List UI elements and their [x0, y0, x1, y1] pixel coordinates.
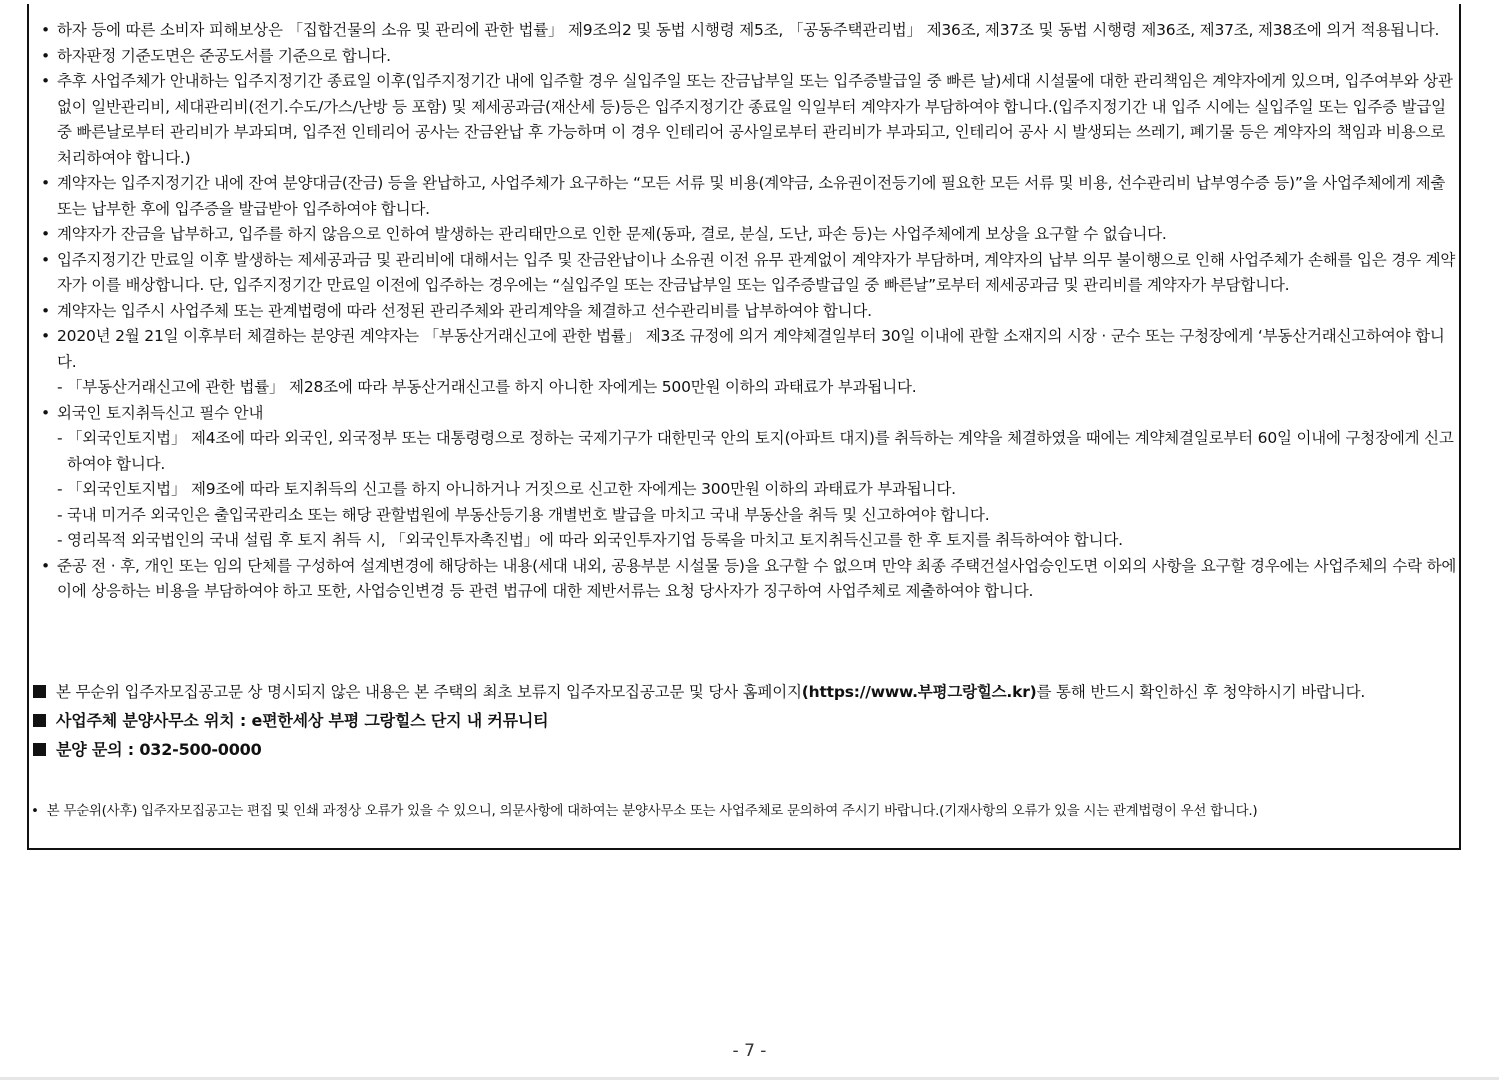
notice-office-location: 사업주체 분양사무소 위치 : e편한세상 부평 그랑힐스 단지 내 커뮤니티 [33, 709, 1457, 733]
bullet-balance-payment: • 계약자는 입주지정기간 내에 잔여 분양대금(잔금) 등을 완납하고, 사업주체가 요구하는 “모든 서류 및 비용(계약금, 소유권이전등기에 필요한 모든 서류 및 비용, 선수관리비 납부영수증 등)”을 사업주체에게 제출 또는 납부한 후에 입주증을 발급받아 입주하여야 합니다. [37, 171, 1461, 222]
homepage-link[interactable]: (https://www.부평그랑힐스.kr) [801, 683, 1037, 701]
bullet-defect-drawings: • 하자판정 기준도면은 준공도서를 기준으로 합니다. [37, 44, 1461, 70]
notice-inquiry: 분양 문의 : 032-500-0000 [33, 738, 1457, 762]
bullet-taxes-fees: • 입주지정기간 만료일 이후 발생하는 제세공과금 및 관리비에 대해서는 입주 및 잔금완납이나 소유권 이전 유무 관계없이 계약자가 부담하며, 계약자의 납부 의무 불이행으로 인해 사업주체가 손해를 입은 경우 계약자가 이를 배상합니다. 단, 입주지정기간 만료일 이전에 입주하는 경우에는 “실입주일 또는 잔금납부일 또는 입주증발급일 중 빠른날”로부터 제세공과금 및 관리비를 계약자가 부담합니다. [37, 248, 1461, 299]
page-number: - 7 - [732, 1041, 767, 1061]
square-bullet-icon [33, 714, 46, 727]
sub-foreign-corporation: - 영리목적 외국법인의 국내 설립 후 토지 취득 시, 「외국인투자촉진법」에 따라 외국인투자기업 등록을 마치고 토지취득신고를 한 후 토지를 취득하여야 합니다. [37, 528, 1461, 554]
bullet-management-responsibility: • 추후 사업주체가 안내하는 입주지정기간 종료일 이후(입주지정기간 내에 입주할 경우 실입주일 또는 잔금납부일 또는 입주증발급일 중 빠른 날)세대 시설물에 대한 관리책임은 계약자에게 있으며, 입주여부와 상관없이 일반관리비, 세대관리비(전기.수도/가스/난방 등 포함) 및 제세공과금(재산세 등)등은 입주지정기간 종료일 익일부터 계약자가 부담하여야 합니다.(입주지정기간 내 입주 시에는 실입주일 또는 입주증 발급일 중 빠른날로부터 관리비가 부과되며, 입주전 인테리어 공사는 잔금완납 후 가능하며 이 경우 인테리어 공사일로부터 관리비가 부과되고, 인테리어 공사 시 발생되는 쓰레기, 폐기물 등은 계약자의 책임과 비용으로 처리하여야 합니다.) [37, 69, 1461, 171]
bullet-foreigner-land: • 외국인 토지취득신고 필수 안내 [37, 401, 1461, 427]
bullet-management-contract: • 계약자는 입주시 사업주체 또는 관계법령에 따라 선정된 관리주체와 관리계약을 체결하고 선수관리비를 납부하여야 합니다. [37, 299, 1461, 325]
square-bullet-icon [33, 743, 46, 756]
bullet-design-change: • 준공 전 · 후, 개인 또는 임의 단체를 구성하여 설계변경에 해당하는 내용(세대 내외, 공용부분 시설물 등)을 요구할 수 없으며 만약 최종 주택건설사업승인도면 이외의 사항을 요구할 경우에는 사업주체의 수락 하에 이에 상응하는 비용을 부담하여야 하고 또한, 사업승인변경 등 관련 법규에 대한 제반서류는 요청 당사자가 징구하여 사업주체로 제출하여야 합니다. [37, 554, 1461, 605]
bullet-defect-compensation: • 하자 등에 따른 소비자 피해보상은 「집합건물의 소유 및 관리에 관한 법률」 제9조의2 및 동법 시행령 제5조, 「공동주택관리법」 제36조, 제37조 및 동법 시행령 제36조, 제37조, 제38조에 의거 적용됩니다. [37, 18, 1461, 44]
sub-real-estate-penalty: - 「부동산거래신고에 관한 법률」 제28조에 따라 부동산거래신고를 하지 아니한 자에게는 500만원 이하의 과태료가 부과됩니다. [37, 375, 1461, 401]
fine-print-disclaimer: • 본 무순위(사후) 입주자모집공고는 편집 및 인쇄 과정상 오류가 있을 수 있으니, 의문사항에 대하여는 분양사무소 또는 사업주체로 문의하여 주시기 바랍니다.(기재사항의 오류가 있을 시는 관계법령이 우선 합니다.) [31, 801, 1459, 821]
bullet-list [37, 18, 1461, 605]
sub-foreigner-penalty: - 「외국인토지법」 제9조에 따라 토지취득의 신고를 하지 아니하거나 거짓으로 신고한 자에게는 300만원 이하의 과태료가 부과됩니다. [37, 477, 1461, 503]
notice-box [27, 4, 1461, 850]
square-bullet-icon [33, 685, 46, 698]
bullet-negligence: • 계약자가 잔금을 납부하고, 입주를 하지 않음으로 인하여 발생하는 관리태만으로 인한 문제(동파, 결로, 분실, 도난, 파손 등)는 사업주체에게 보상을 요구할 수 없습니다. [37, 222, 1461, 248]
bullet-real-estate-report: • 2020년 2월 21일 이후부터 체결하는 분양권 계약자는 「부동산거래신고에 관한 법률」 제3조 규정에 의거 계약체결일부터 30일 이내에 관할 소재지의 시장 · 군수 또는 구청장에게 ‘부동산거래신고하여야 합니다. [37, 324, 1461, 375]
sub-foreigner-report: - 「외국인토지법」 제4조에 따라 외국인, 외국정부 또는 대통령령으로 정하는 국제기구가 대한민국 안의 토지(아파트 대지)를 취득하는 계약을 체결하였을 때에는 계약체결일로부터 60일 이내에 구청장에게 신고하여야 합니다. [37, 426, 1461, 477]
sub-foreigner-nonresident: - 국내 미거주 외국인은 출입국관리소 또는 해당 관할법원에 부동산등기용 개별번호 발급을 마치고 국내 부동산을 취득 및 신고하여야 합니다. [37, 503, 1461, 529]
notice-homepage: 본 무순위 입주자모집공고문 상 명시되지 않은 내용은 본 주택의 최초 보류지 입주자모집공고문 및 당사 홈페이지(https://www.부평그랑힐스.kr)를 통해 반드시 확인하신 후 청약하시기 바랍니다. [33, 680, 1457, 704]
